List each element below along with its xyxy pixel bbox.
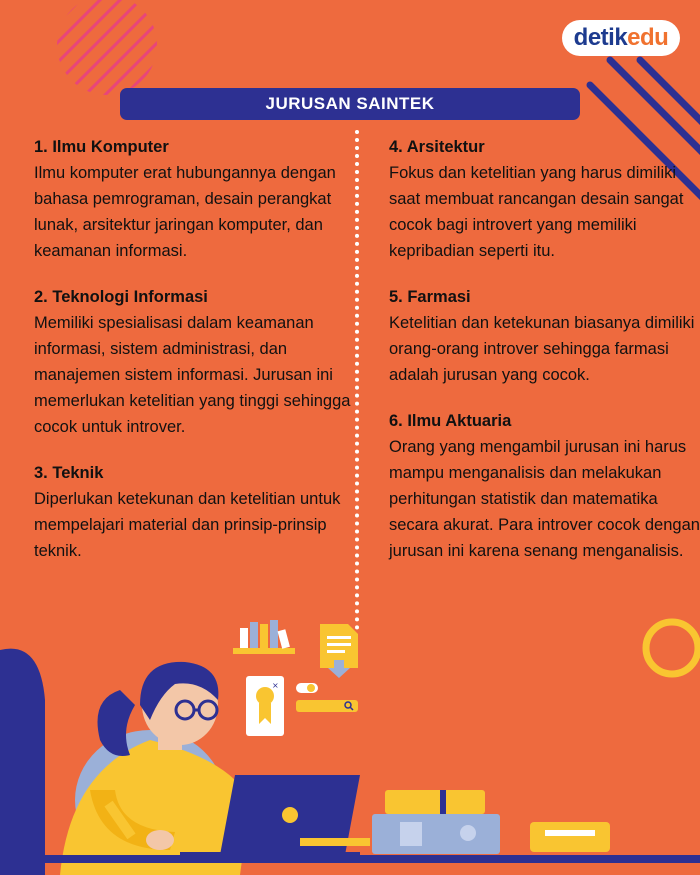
major-description: Memiliki spesialisasi dalam keamanan informasi, sistem administrasi, dan manajemen sistem informasi. Jurusan ini memerlukan ketelitian yang tinggi sehingga cocok untuk introver. (34, 314, 351, 436)
document-download-icon (320, 624, 358, 678)
desk-pencil (300, 838, 370, 846)
books-stack-icon (372, 790, 500, 854)
major-item (389, 408, 700, 564)
desk (0, 855, 700, 863)
major-item (34, 460, 354, 564)
student-illustration (0, 600, 700, 875)
major-item (34, 284, 354, 440)
major-item (389, 284, 700, 388)
major-title: 4. Arsitektur (389, 138, 485, 156)
major-description: Ketelitian dan ketekunan biasanya dimiliki orang-orang introver sehingga farmasi adalah jurusan yang cocok. (389, 314, 695, 384)
major-title: 5. Farmasi (389, 288, 471, 306)
bookshelf-icon (233, 620, 295, 654)
major-title: 6. Ilmu Aktuaria (389, 412, 512, 430)
left-column (34, 134, 354, 584)
logo-text-edu: edu (627, 24, 669, 51)
page-title-text: JURUSAN SAINTEK (265, 94, 435, 113)
storage-box-icon (530, 822, 610, 852)
major-title: 3. Teknik (34, 464, 104, 482)
right-column (389, 134, 700, 584)
logo-text-detik: detik (573, 24, 628, 51)
major-description: Ilmu komputer erat hubungannya dengan bahasa pemrograman, desain perangkat lunak, arsitektur jaringan komputer, dan keamanan informasi. (34, 164, 336, 260)
svg-text:×: × (272, 681, 279, 690)
page-title (120, 88, 580, 120)
major-description: Diperlukan ketekunan dan ketelitian untuk mempelajari material dan prinsip-prinsip teknik. (34, 490, 341, 560)
column-divider (355, 130, 359, 630)
major-title: 1. Ilmu Komputer (34, 138, 169, 156)
certificate-icon (246, 676, 284, 736)
major-item (389, 134, 700, 264)
major-title: 2. Teknologi Informasi (34, 288, 208, 306)
major-description: Orang yang mengambil jurusan ini harus mampu menganalisis dan melakukan perhitungan statistik dan matematika secara akurat. Para introver cocok dengan jurusan ini karena senang menganalisis. (389, 438, 700, 560)
search-bar-icon (296, 683, 358, 712)
major-description: Fokus dan ketelitian yang harus dimiliki saat membuat rancangan desain sangat cocok bagi introvert yang memiliki kepribadian seperti itu. (389, 164, 684, 260)
major-item (34, 134, 354, 264)
detikedu-logo (562, 20, 680, 56)
